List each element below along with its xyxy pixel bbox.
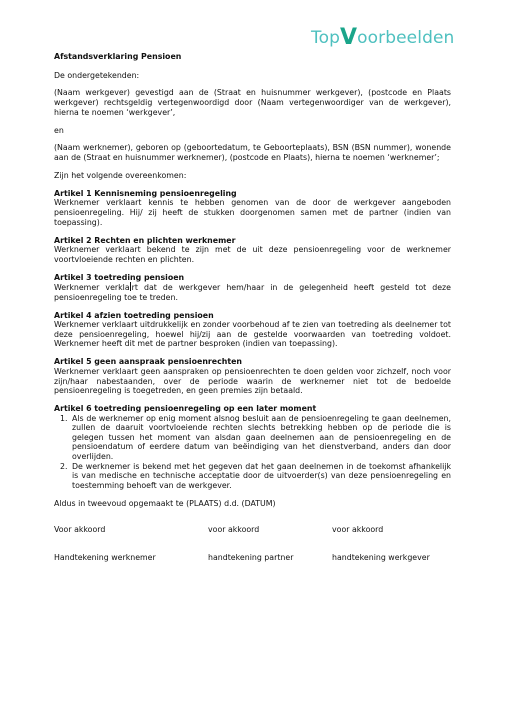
article-5 bbox=[54, 357, 451, 395]
article-6 bbox=[54, 404, 451, 490]
signature-row bbox=[54, 553, 451, 563]
article-3 bbox=[54, 273, 451, 303]
article-3-body-start: Werknemer verkla bbox=[54, 283, 130, 293]
article-2-body: Werknemer verklaart bekend te zijn met de uit deze pensioenregeling voor de werknemer voortvloeiende rechten en plichten. bbox=[54, 245, 451, 264]
logo-text-oorbeelden: oorbeelden bbox=[357, 28, 455, 48]
agreement-line: Zijn het volgende overeenkomen: bbox=[54, 170, 187, 180]
article-1-heading: Artikel 1 Kennisneming pensioenregeling bbox=[54, 188, 237, 198]
article-1 bbox=[54, 189, 451, 227]
document-title: Afstandsverklaring Pensioen bbox=[54, 52, 182, 61]
article-4-heading: Artikel 4 afzien toetreding pensioen bbox=[54, 310, 214, 320]
article-6-heading: Artikel 6 toetreding pensioenregeling op een later moment bbox=[54, 404, 317, 413]
closing-line: Aldus in tweevoud opgemaakt te (PLAATS) d.d. (DATUM) bbox=[54, 498, 276, 508]
party-employee: (Naam werknemer), geboren op (geboortedatum, te Geboorteplaats), BSN (BSN nummer), wonende aan de (Straat en huisnummer werknemer), (postcode en Plaats), hierna te noemen ‘werknemer’; bbox=[54, 143, 451, 163]
signature-employee: Handtekening werknemer bbox=[54, 552, 156, 562]
signature-employer: handtekening werkgever bbox=[332, 552, 430, 562]
agreement-row bbox=[54, 525, 451, 535]
logo-v-mark: V bbox=[340, 25, 358, 50]
party-employer: (Naam werkgever) gevestigd aan de (Straat en huisnummer werkgever), (postcode en Plaats werkgever) rechtsgeldig vertegenwoordigd door (Naam vertegenwoordiger van de werkgever), hierna te noemen ‘werkgever’, bbox=[54, 88, 451, 117]
list-item: 1. Als de werknemer op enig moment alsnog besluit aan de pensioenregeling te gaan deelnemen, zullen de daaruit voortvloeiende rechten slechts betrekking hebben op de periode die is gelegen tussen het moment van alsdan gaan deelnemen aan de pensioenregeling en de pensioendatum of eerdere datum van beëindiging van het dienstverband, anders dan door overlijden. bbox=[70, 414, 451, 462]
signature-partner: handtekening partner bbox=[208, 552, 294, 562]
article-3-body bbox=[54, 282, 451, 302]
list-item: 2. De werknemer is bekend met het gegeven dat het gaan deelnemen in de toekomst afhankelijk is van medische en technische acceptatie door de uitvoerder(s) van deze pensioenregeling en toestemming behoeft van de werkgever. bbox=[70, 462, 451, 491]
article-4 bbox=[54, 311, 451, 349]
article-6-list bbox=[54, 414, 451, 491]
article-4-body: Werknemer verklaart uitdrukkelijk en zonder voorbehoud af te zien van toetreding als deelnemer tot deze pensioenregeling, hoewel hij/zij aan de gestelde voorwaarden van toetreding voldoet. Werknemer heeft dit met de partner besproken (indien van toepassing). bbox=[54, 320, 451, 349]
article-5-body: Werknemer verklaart geen aanspraken op pensioenrechten te doen gelden voor zichzelf, noch voor zijn/haar nabestaanden, over de periode waarin de werknemer niet tot de bedoelde pensioenregeling is toegetreden, en geen premies zijn betaald. bbox=[54, 366, 451, 396]
article-2-heading: Artikel 2 Rechten en plichten werknemer bbox=[54, 235, 236, 245]
conjunction-en: en bbox=[54, 125, 64, 135]
document-body bbox=[54, 52, 451, 562]
article-3-heading: Artikel 3 toetreding pensioen bbox=[54, 272, 185, 282]
article-2 bbox=[54, 236, 451, 265]
article-3-body-end: rt dat de werkgever hem/haar in de gelegenheid heeft gesteld tot deze pensioenregeling toe te treden. bbox=[54, 283, 451, 302]
article-1-body: Werknemer verklaart kennis te hebben genomen van de door de werkgever aangeboden pensioenregeling. Hij/ zij heeft de stukken doorgenomen samen met de partner (indien van toepassing). bbox=[54, 198, 451, 227]
agree-partner: voor akkoord bbox=[208, 525, 260, 535]
agree-employer: voor akkoord bbox=[332, 525, 384, 535]
intro-line: De ondergetekenden: bbox=[54, 70, 140, 80]
article-5-heading: Artikel 5 geen aanspraak pensioenrechten bbox=[54, 357, 242, 367]
logo-text-top: Top bbox=[311, 28, 340, 48]
topvoorbeelden-logo[interactable] bbox=[311, 24, 454, 49]
agree-employee: Voor akkoord bbox=[54, 525, 106, 535]
